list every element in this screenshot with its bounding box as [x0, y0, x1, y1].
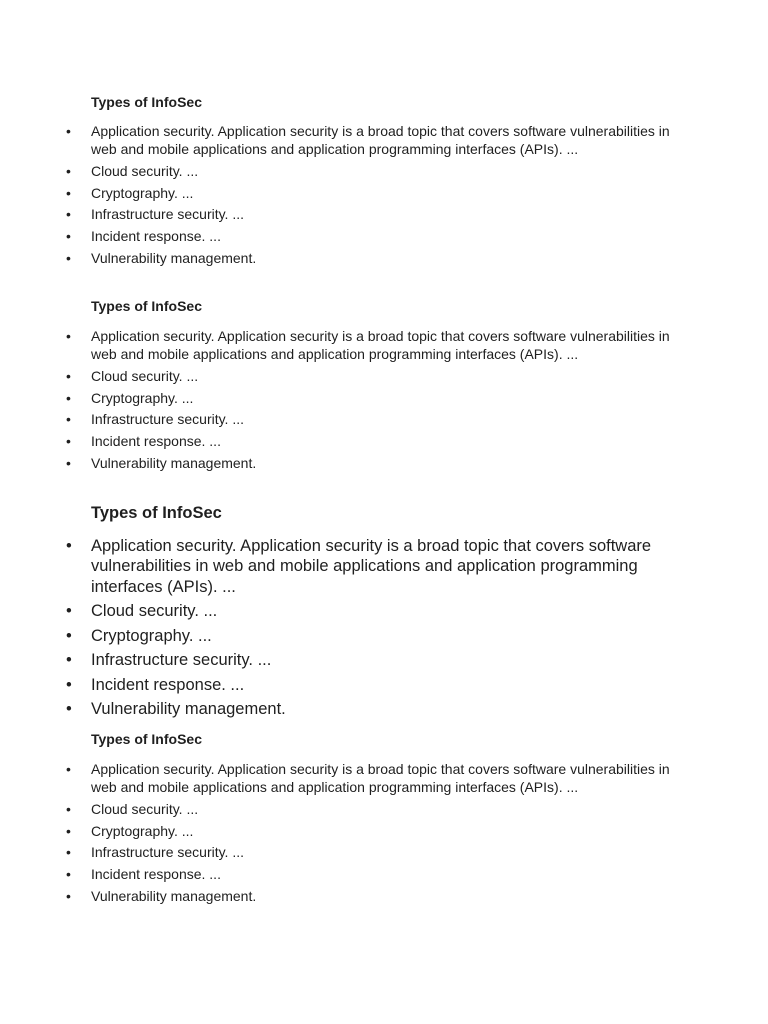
list-item: [0, 800, 670, 818]
types-list: [0, 760, 670, 909]
bullet-icon: •: [66, 844, 71, 861]
list-item-text: Incident response. ...: [91, 228, 221, 245]
list-item-text: Application security. Application security is a broad topic that covers software vulnerabilities in web and mobile applications and application programming interfaces (APIs). ...: [91, 761, 670, 795]
bullet-icon: •: [66, 228, 71, 245]
list-item: [0, 454, 670, 472]
list-item-text: Incident response. ...: [91, 866, 221, 883]
list-item: [0, 327, 670, 363]
bullet-icon: •: [66, 700, 72, 719]
list-item-text: Cloud security. ...: [91, 367, 199, 384]
list-item: [0, 865, 670, 883]
bullet-icon: •: [66, 800, 71, 817]
list-item-text: Cloud security. ...: [91, 162, 199, 179]
bullet-icon: •: [66, 651, 72, 670]
types-list: [0, 536, 680, 724]
list-item-text: Application security. Application security is a broad topic that covers software vulnerabilities in web and mobile applications and application programming interfaces (APIs). ...: [91, 123, 670, 157]
list-item: [0, 822, 670, 840]
list-item: [0, 536, 680, 597]
list-item: [0, 162, 670, 180]
list-item-text: Cloud security. ...: [91, 800, 199, 817]
bullet-icon: •: [66, 537, 72, 555]
bullet-icon: •: [66, 123, 71, 139]
list-item-text: Cryptography. ...: [91, 822, 194, 839]
list-item: [0, 205, 670, 223]
list-item-text: Application security. Application security is a broad topic that covers software vulnerabilities in web and mobile applications and application programming interfaces (APIs). ...: [91, 537, 652, 596]
list-item-text: Incident response. ...: [91, 675, 245, 694]
list-item-text: Infrastructure security. ...: [91, 651, 272, 670]
types-list: [0, 122, 670, 271]
list-item: [0, 432, 670, 450]
section-heading: Types of InfoSec: [91, 504, 222, 522]
list-item-text: Infrastructure security. ...: [91, 411, 245, 428]
list-item: [0, 410, 670, 428]
list-item-text: Incident response. ...: [91, 433, 221, 450]
bullet-icon: •: [66, 822, 71, 839]
list-item-text: Vulnerability management.: [91, 249, 257, 266]
bullet-icon: •: [66, 761, 71, 777]
list-item-text: Vulnerability management.: [91, 700, 286, 719]
list-item-text: Vulnerability management.: [91, 454, 257, 471]
list-item: [0, 601, 680, 621]
list-item: [0, 887, 670, 905]
bullet-icon: •: [66, 162, 71, 179]
list-item: [0, 389, 670, 407]
section-heading: Types of InfoSec: [91, 731, 202, 747]
bullet-icon: •: [66, 389, 71, 406]
list-item-text: Cryptography. ...: [91, 389, 194, 406]
bullet-icon: •: [66, 454, 71, 471]
list-item-text: Cloud security. ...: [91, 602, 218, 621]
list-item-text: Cryptography. ...: [91, 184, 194, 201]
list-item: [0, 249, 670, 267]
list-item: [0, 122, 670, 158]
list-item: [0, 626, 680, 646]
section-heading: Types of InfoSec: [91, 94, 202, 110]
list-item-text: Cryptography. ...: [91, 626, 212, 645]
bullet-icon: •: [66, 626, 72, 645]
bullet-icon: •: [66, 206, 71, 223]
bullet-icon: •: [66, 184, 71, 201]
bullet-icon: •: [66, 328, 71, 344]
list-item: [0, 227, 670, 245]
bullet-icon: •: [66, 367, 71, 384]
bullet-icon: •: [66, 249, 71, 266]
bullet-icon: •: [66, 602, 72, 621]
bullet-icon: •: [66, 866, 71, 883]
list-item: [0, 367, 670, 385]
list-item: [0, 675, 680, 695]
bullet-icon: •: [66, 675, 72, 694]
list-item-text: Infrastructure security. ...: [91, 844, 245, 861]
list-item: [0, 699, 680, 719]
list-item: [0, 650, 680, 670]
list-item: [0, 760, 670, 796]
list-item: [0, 843, 670, 861]
list-item: [0, 184, 670, 202]
types-list: [0, 327, 670, 476]
list-item-text: Application security. Application security is a broad topic that covers software vulnerabilities in web and mobile applications and application programming interfaces (APIs). ...: [91, 328, 670, 362]
section-heading: Types of InfoSec: [91, 298, 202, 314]
list-item-text: Infrastructure security. ...: [91, 206, 245, 223]
bullet-icon: •: [66, 433, 71, 450]
bullet-icon: •: [66, 411, 71, 428]
bullet-icon: •: [66, 887, 71, 904]
list-item-text: Vulnerability management.: [91, 887, 257, 904]
